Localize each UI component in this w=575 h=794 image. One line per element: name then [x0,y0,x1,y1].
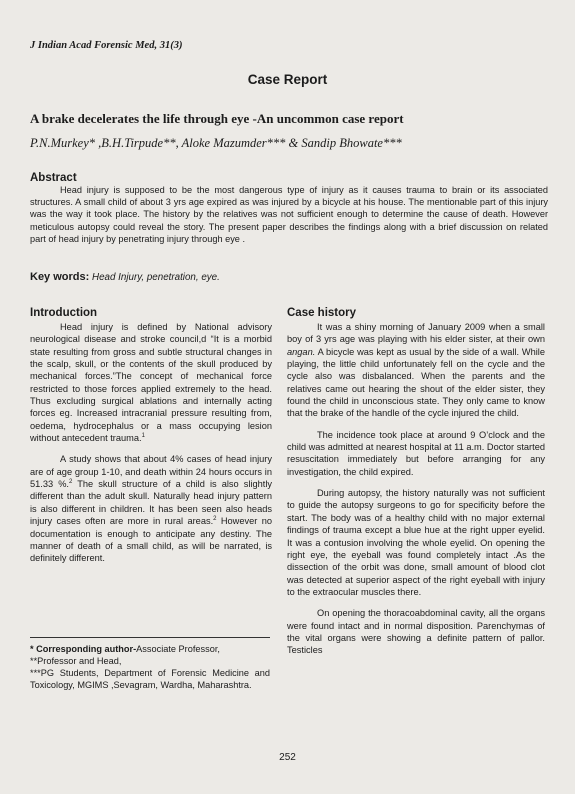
intro-text: The skull structure of a child is also slightly different than the adult skull. Naturally head injury pattern is also different in children. It has been seen also heads injury cases often are more in rural areas. [30,479,272,527]
intro-text: Head injury is defined by National advisory neurological disease and stroke council,d “It is a morbid state resulting from gross and subtle structural changes in the scalp, skull, or the contents of the skull produced by mechanical forces.”The concept of mechanical force restricted to those forces applied extremely to the head. Thus excluding surgical ablations and internally acting forces eg. Increased intracranial pressure resulting from, oedema, hydrocephalus or a mass occupying lesion without antecedent trauma. [30,322,272,444]
case-italic-term: angan. [287,346,316,357]
journal-citation: J Indian Acad Forensic Med, 31(3) [30,40,183,51]
intro-text: However no documentation is enough to anticipate any destiny. The manner of death of a small child, as will be narrated, is definitely different. [30,516,272,564]
page-number: 252 [279,752,296,763]
footnote-corresponding [30,643,270,655]
case-paragraph [287,321,545,420]
keywords [30,271,548,283]
case-paragraph: During autopsy, the history naturally was not sufficient to guide the autopsy surgeons to go for specificity before the start. The body was of a healthy child with no major external findings of trauma except a blue hue at the right upper eyelid. It was a contusion involving the whole eyelid. On opening the right eye, the eyeball was found completely intact .As the dissection of the orbit was done, small amount of blood clot was detected at superior aspect of the right eyeball with injury to the extraocular muscles there. [287,488,545,597]
citation-ref: 2 [69,479,73,486]
footnote-text: Associate Professor, [136,644,220,654]
introduction-heading: Introduction [30,307,98,319]
citation-ref: 1 [141,433,145,440]
case-text: A bicycle was kept as usual by the side of a wall. While playing, the little child unfortunately fell on the cycle and the cycle also was disbalanced. When the parents and the relatives came out hearing the shout of the elder sister, they found the child in unconscious state. They only came to know that the brake of the handle of the cycle injured the child. [287,346,545,419]
footnotes [30,643,270,691]
introduction-body [30,321,272,565]
abstract-text: Head injury is supposed to be the most dangerous type of injury as it causes trauma to brain or its associated structures. A small child of about 3 yrs age expired as was injured by a bicycle at his house. The mentionable part of this injury was the way it took place. The history by the relatives was not sufficient enough to determine the cause of death. However meticulous autopsy could reveal the story. The present paper describes the findings along with a brief discussion on related part of head injury by penetrating injury through eye . [30,185,548,244]
section-label: Case Report [247,72,328,87]
case-history-body [287,321,545,657]
case-history-heading: Case history [287,307,357,319]
abstract-heading: Abstract [30,172,77,184]
keywords-label: Key words: [30,271,90,283]
author-list: P.N.Murkey* ,B.H.Tirpude**, Aloke Mazumder*** & Sandip Bhowate*** [30,136,402,150]
footnote-professor: **Professor and Head, [30,656,122,666]
case-text: It was a shiny morning of January 2009 when a small boy of 3 yrs age was playing with his elder sister, at their own [287,322,545,345]
footnote-students: ***PG Students, Department of Forensic Medicine and Toxicology, MGIMS ,Sevagram, Wardha, Maharashtra. [30,668,270,690]
footnote-label: * Corresponding author- [30,644,137,654]
citation-ref: 2 [213,516,217,523]
keywords-value: Head Injury, penetration, eye. [92,272,220,283]
case-paragraph: The incidence took place at around 9 O’clock and the child was admitted at nearest hospital at 11 a.m. Doctor started resuscitation immediately but before arranging for any investigation, the child expired. [287,429,545,477]
introduction-paragraph [30,453,272,564]
footnote-divider [30,637,270,638]
intro-text: A study shows that about 4% cases of head injury are of age group 1-10, and death within 24 hours occurs in 51.33 %. [30,454,272,490]
introduction-paragraph [30,321,272,444]
article-title: A brake decelerates the life through eye -An uncommon case report [30,111,404,126]
case-paragraph: On opening the thoracoabdominal cavity, all the organs were found intact and in normal disposition. Parenchymas of the vital organs were showing a definite pattern of pallor. Testicles [287,608,545,656]
